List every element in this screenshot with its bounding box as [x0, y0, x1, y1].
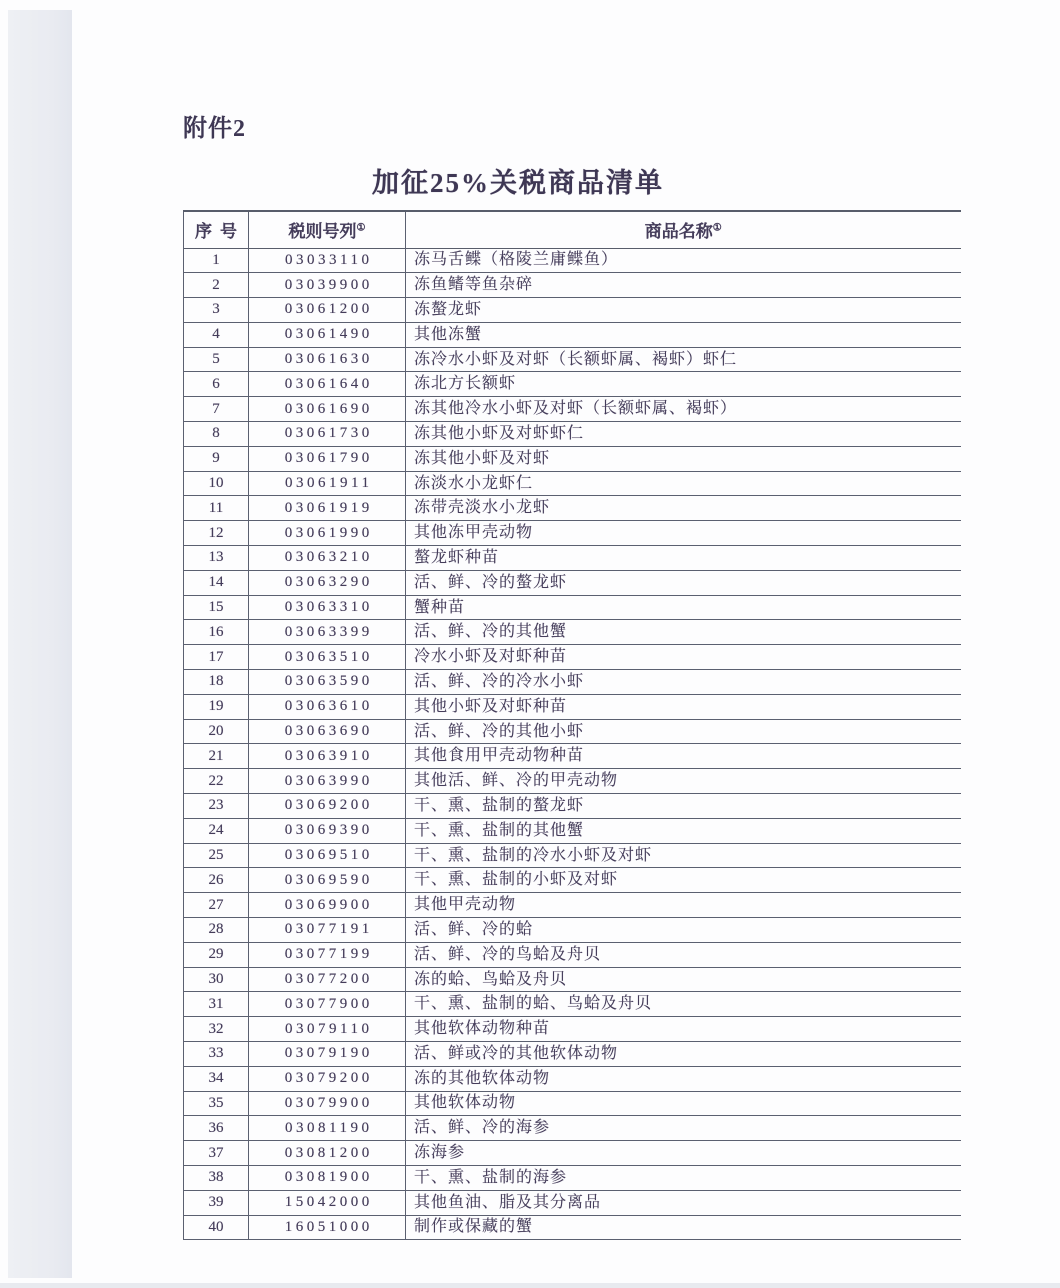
row-tariff-code: 03069390	[249, 818, 406, 843]
table-row	[184, 273, 961, 298]
row-product-name: 干、熏、盐制的螯龙虾	[414, 796, 585, 814]
row-index: 40	[184, 1215, 249, 1240]
row-product-name: 干、熏、盐制的其他蟹	[414, 821, 585, 839]
row-product-name: 冻其他冷水小虾及对虾（长额虾属、褐虾）	[414, 400, 738, 418]
row-product-name: 活、鲜、冷的其他蟹	[414, 623, 568, 641]
row-tariff-code: 03063310	[249, 595, 406, 620]
row-product-name: 其他鱼油、脂及其分离品	[414, 1193, 602, 1211]
row-index: 28	[184, 918, 249, 943]
row-tariff-code: 03061911	[249, 471, 406, 496]
column-header-no-label: 序号	[195, 222, 245, 242]
row-product-name: 冻鱼鳍等鱼杂碎	[414, 276, 534, 294]
table-row	[184, 397, 961, 422]
footnote-mark-icon: ①	[712, 222, 722, 234]
row-tariff-code: 03079110	[249, 1017, 406, 1042]
row-product-name: 制作或保藏的蟹	[414, 1218, 534, 1236]
row-tariff-code: 03061919	[249, 496, 406, 521]
row-tariff-code: 03063990	[249, 769, 406, 794]
row-index: 8	[184, 422, 249, 447]
row-product-name: 干、熏、盐制的小虾及对虾	[414, 871, 619, 889]
row-product-name: 活、鲜、冷的冷水小虾	[414, 672, 585, 690]
tariff-table-body	[184, 248, 961, 1240]
row-index: 15	[184, 595, 249, 620]
table-row	[184, 893, 961, 918]
table-row	[184, 546, 961, 571]
table-row	[184, 942, 961, 967]
table-header-row	[184, 211, 961, 248]
row-index: 9	[184, 446, 249, 471]
attachment-label: 附件2	[183, 116, 246, 142]
row-index: 27	[184, 893, 249, 918]
row-index: 17	[184, 645, 249, 670]
row-tariff-code: 03079900	[249, 1091, 406, 1116]
row-tariff-code: 03077900	[249, 992, 406, 1017]
row-index: 29	[184, 942, 249, 967]
table-row	[184, 744, 961, 769]
table-row	[184, 347, 961, 372]
row-product-name: 干、熏、盐制的海参	[414, 1168, 568, 1186]
row-product-name: 螯龙虾种苗	[414, 548, 500, 566]
row-product-name: 冻冷水小虾及对虾（长额虾属、褐虾）虾仁	[414, 350, 738, 368]
row-tariff-code: 03077191	[249, 918, 406, 943]
table-row	[184, 1066, 961, 1091]
column-header-code-label: 税则号列	[288, 222, 357, 242]
table-row	[184, 843, 961, 868]
scan-bottom-edge	[0, 1283, 1060, 1288]
row-index: 20	[184, 719, 249, 744]
row-index: 14	[184, 570, 249, 595]
table-row	[184, 1190, 961, 1215]
row-index: 30	[184, 967, 249, 992]
row-product-name: 其他食用甲壳动物种苗	[414, 747, 585, 765]
row-product-name: 冻淡水小龙虾仁	[414, 474, 534, 492]
row-product-name: 冻马舌鲽（格陵兰庸鲽鱼）	[414, 251, 619, 269]
row-product-name: 其他冻甲壳动物	[414, 524, 534, 542]
row-index: 24	[184, 818, 249, 843]
table-row	[184, 1017, 961, 1042]
row-index: 26	[184, 868, 249, 893]
row-tariff-code: 03079190	[249, 1042, 406, 1067]
table-row	[184, 372, 961, 397]
table-row	[184, 645, 961, 670]
row-index: 21	[184, 744, 249, 769]
column-header-code	[249, 211, 406, 248]
row-tariff-code: 03081190	[249, 1116, 406, 1141]
table-row	[184, 570, 961, 595]
column-header-name	[406, 211, 961, 248]
table-row	[184, 471, 961, 496]
table-row	[184, 1091, 961, 1116]
row-index: 34	[184, 1066, 249, 1091]
row-tariff-code: 03063690	[249, 719, 406, 744]
table-row	[184, 298, 961, 323]
row-tariff-code: 03077199	[249, 942, 406, 967]
table-row	[184, 794, 961, 819]
row-tariff-code: 03063290	[249, 570, 406, 595]
table-row	[184, 422, 961, 447]
row-product-name: 冻海参	[414, 1144, 466, 1162]
row-index: 39	[184, 1190, 249, 1215]
row-product-name: 冻的其他软体动物	[414, 1069, 551, 1087]
table-row	[184, 918, 961, 943]
row-index: 18	[184, 670, 249, 695]
row-tariff-code: 16051000	[249, 1215, 406, 1240]
footnote-mark-icon: ①	[356, 222, 366, 234]
table-row	[184, 769, 961, 794]
row-product-name: 其他软体动物种苗	[414, 1020, 551, 1038]
row-tariff-code: 03069900	[249, 893, 406, 918]
table-row	[184, 670, 961, 695]
row-tariff-code: 03061790	[249, 446, 406, 471]
row-index: 19	[184, 694, 249, 719]
column-header-no	[184, 211, 249, 248]
table-row	[184, 719, 961, 744]
table-row	[184, 521, 961, 546]
row-product-name: 冻的蛤、鸟蛤及舟贝	[414, 970, 568, 988]
row-tariff-code: 03063910	[249, 744, 406, 769]
table-row	[184, 992, 961, 1017]
row-index: 37	[184, 1141, 249, 1166]
row-tariff-code: 03033110	[249, 248, 406, 273]
row-product-name: 干、熏、盐制的蛤、鸟蛤及舟贝	[414, 995, 653, 1013]
row-index: 25	[184, 843, 249, 868]
row-product-name: 活、鲜、冷的鸟蛤及舟贝	[414, 945, 602, 963]
row-tariff-code: 03063399	[249, 620, 406, 645]
row-product-name: 冻北方长额虾	[414, 375, 517, 393]
row-index: 31	[184, 992, 249, 1017]
row-index: 12	[184, 521, 249, 546]
row-product-name: 活、鲜或冷的其他软体动物	[414, 1044, 619, 1062]
row-tariff-code: 03063590	[249, 670, 406, 695]
row-tariff-code: 03069200	[249, 794, 406, 819]
row-product-name: 冻螯龙虾	[414, 300, 483, 318]
table-row	[184, 694, 961, 719]
row-tariff-code: 15042000	[249, 1190, 406, 1215]
row-product-name: 冻带壳淡水小龙虾	[414, 499, 551, 517]
row-product-name: 蟹种苗	[414, 598, 466, 616]
row-index: 35	[184, 1091, 249, 1116]
row-product-name: 活、鲜、冷的海参	[414, 1119, 551, 1137]
table-row	[184, 967, 961, 992]
table-row	[184, 1042, 961, 1067]
table-row	[184, 595, 961, 620]
row-index: 13	[184, 546, 249, 571]
row-tariff-code: 03061990	[249, 521, 406, 546]
column-header-name-label: 商品名称	[644, 222, 713, 242]
table-row	[184, 1116, 961, 1141]
row-index: 33	[184, 1042, 249, 1067]
row-product-name: 冻其他小虾及对虾虾仁	[414, 424, 585, 442]
row-product-name: 其他甲壳动物	[414, 896, 517, 914]
table-row	[184, 818, 961, 843]
tariff-table	[183, 210, 961, 1240]
row-product-name: 其他小虾及对虾种苗	[414, 697, 568, 715]
row-tariff-code: 03081900	[249, 1165, 406, 1190]
row-tariff-code: 03069510	[249, 843, 406, 868]
row-tariff-code: 03081200	[249, 1141, 406, 1166]
row-index: 4	[184, 322, 249, 347]
table-row	[184, 1141, 961, 1166]
row-tariff-code: 03063610	[249, 694, 406, 719]
row-tariff-code: 03079200	[249, 1066, 406, 1091]
row-tariff-code: 03077200	[249, 967, 406, 992]
row-product-name: 其他活、鲜、冷的甲壳动物	[414, 772, 619, 790]
row-tariff-code: 03061490	[249, 322, 406, 347]
row-tariff-code: 03063210	[249, 546, 406, 571]
table-row	[184, 1165, 961, 1190]
row-index: 11	[184, 496, 249, 521]
row-product-name: 活、鲜、冷的螯龙虾	[414, 573, 568, 591]
row-product-name: 冷水小虾及对虾种苗	[414, 648, 568, 666]
row-product-name: 冻其他小虾及对虾	[414, 449, 551, 467]
row-index: 38	[184, 1165, 249, 1190]
row-index: 23	[184, 794, 249, 819]
row-product-name: 其他软体动物	[414, 1094, 517, 1112]
row-tariff-code: 03039900	[249, 273, 406, 298]
row-index: 10	[184, 471, 249, 496]
row-index: 2	[184, 273, 249, 298]
table-row	[184, 496, 961, 521]
row-index: 1	[184, 248, 249, 273]
row-product-name: 其他冻蟹	[414, 325, 483, 343]
page-title: 加征25%关税商品清单	[372, 168, 664, 198]
row-index: 6	[184, 372, 249, 397]
row-tariff-code: 03061200	[249, 298, 406, 323]
row-index: 3	[184, 298, 249, 323]
row-index: 5	[184, 347, 249, 372]
row-product-name: 活、鲜、冷的蛤	[414, 920, 534, 938]
row-tariff-code: 03063510	[249, 645, 406, 670]
row-index: 22	[184, 769, 249, 794]
row-tariff-code: 03061690	[249, 397, 406, 422]
row-product-name: 干、熏、盐制的冷水小虾及对虾	[414, 846, 653, 864]
table-row	[184, 868, 961, 893]
row-product-name: 活、鲜、冷的其他小虾	[414, 722, 585, 740]
table-row	[184, 322, 961, 347]
table-row	[184, 248, 961, 273]
table-row	[184, 446, 961, 471]
row-index: 16	[184, 620, 249, 645]
row-tariff-code: 03061630	[249, 347, 406, 372]
row-tariff-code: 03061730	[249, 422, 406, 447]
row-index: 32	[184, 1017, 249, 1042]
row-index: 7	[184, 397, 249, 422]
scan-left-margin-band	[8, 10, 72, 1278]
row-tariff-code: 03061640	[249, 372, 406, 397]
table-row	[184, 1215, 961, 1240]
table-row	[184, 620, 961, 645]
row-tariff-code: 03069590	[249, 868, 406, 893]
row-index: 36	[184, 1116, 249, 1141]
